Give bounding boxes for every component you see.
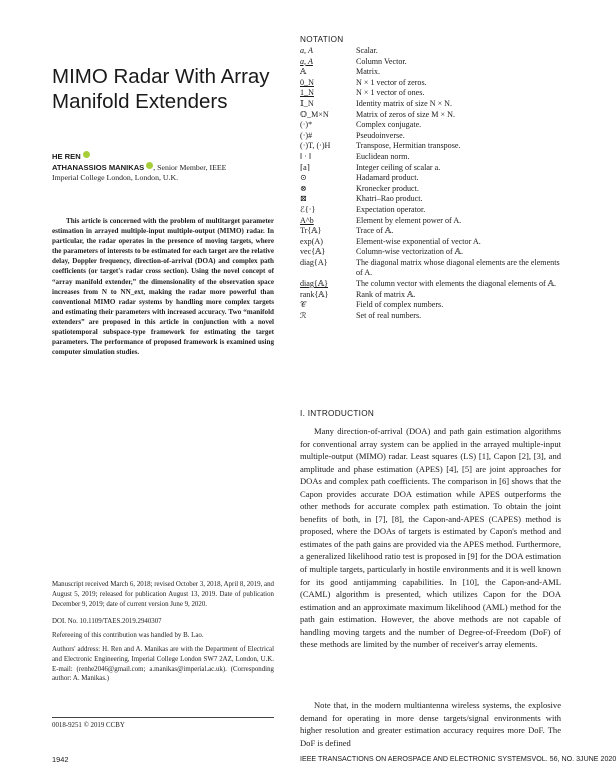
paper-title: MIMO Radar With Array Manifold Extenders (52, 65, 270, 113)
notation-row (300, 216, 560, 227)
notation-symbol: 𝒞 (300, 300, 306, 310)
notation-desc: Integer ceiling of scalar a. (356, 162, 441, 172)
journal-footer (300, 755, 616, 763)
notation-row (300, 184, 560, 195)
notation-symbol: ⌈a⌉ (300, 162, 310, 172)
notation-symbol: ℰ{·} (300, 204, 316, 214)
notation-desc: Element by element power of A. (356, 215, 462, 225)
notation-symbol: ⊠ (300, 194, 307, 204)
abstract: This article is concerned with the problem of multitarget parameter estimation in arrayed multiple-input multiple-output (MIMO) radar. In particular, the radar operates in the presence of moving targets, where the parameters of interests to be estimated for each target are the relative delay, Doppler frequency, direction-of-arrival (DOA) and complex path coefficients (or target's radar cross section). Using the novel concept of “array manifold extender,” the dimensionality of the observation space increases from N to NN_ext, making the radar more powerful than conventional MIMO radar systems by handling more complex targets and estimating their parameters with increased accuracy. Two “manifold extenders” are proposed in this article in conjunction with a novel spatiotemporal subspace-type framework for estimating the target parameters. The performance of proposed framework is examined using computer simulation studies. (52, 217, 274, 357)
notation-symbol: 1_N (300, 88, 314, 98)
orcid-icon[interactable] (83, 151, 90, 158)
notation-symbol: 𝕀_N (300, 98, 314, 108)
footnote-doi[interactable]: DOI. No. 10.1109/TAES.2019.2940307 (52, 618, 162, 625)
notation-heading: NOTATION (300, 35, 344, 44)
notation-desc: Column-wise vectorization of 𝔸. (356, 247, 463, 257)
author-name: HE REN (52, 152, 81, 161)
notation-desc: The column vector with elements the diagonal elements of 𝔸. (356, 279, 557, 289)
author-2 (52, 162, 282, 173)
notation-row (300, 300, 560, 311)
notation-row (300, 258, 560, 279)
notation-symbol: a, A (300, 46, 313, 55)
journal-volume: VOL. 56, NO. 3 (531, 755, 581, 763)
footnote-address: Authors' address: H. Ren and A. Manikas are with the Department of Electrical and Electronic Engineering, Imperial College London SW7 2AZ, London, U.K. E-mail: (renhe2046@gmail.com; a.manikas@imperial.ac.uk). (Corresponding author: A. Manikas.) (52, 646, 274, 683)
intro-paragraph-2: Note that, in the modern multiantenna wireless systems, the explosive demand for operating in more dense targets/signal environments with higher resolution and greater estimation accuracy requires more DoF. The DoF is defined (300, 700, 561, 748)
notation-row (300, 78, 560, 89)
notation-table (300, 46, 560, 321)
notation-symbol: 𝕆_M×N (300, 109, 329, 119)
notation-symbol: a, A (300, 56, 313, 66)
notation-row (300, 67, 560, 78)
footnote-divider (52, 717, 274, 718)
journal-date: JUNE 2020 (580, 755, 616, 763)
notation-desc: Set of real numbers. (356, 310, 422, 320)
notation-row (300, 120, 560, 131)
notation-desc: Identity matrix of size N × N. (356, 98, 453, 108)
author-1 (52, 151, 282, 162)
license-text: 0018-9251 © 2019 CCBY (52, 722, 125, 729)
footnote-received: Manuscript received March 6, 2018; revised October 3, 2018, April 8, 2019, and August 5, 2019; released for publication August 13, 2019. Date of publication December 9, 2019; date of current version June 9, 2020. (52, 581, 274, 608)
notation-symbol: diag{A} (300, 257, 328, 267)
notation-row (300, 131, 560, 142)
notation-desc: Column Vector. (356, 56, 407, 66)
notation-symbol: exp(A) (300, 236, 323, 246)
notation-desc: Trace of 𝔸. (356, 226, 394, 236)
notation-row (300, 247, 560, 258)
notation-symbol: A^b (300, 215, 314, 225)
notation-symbol: ℛ (300, 310, 307, 320)
notation-symbol: (·)# (300, 130, 313, 140)
journal-name: IEEE TRANSACTIONS ON AEROSPACE AND ELECTRONIC SYSTEMS (300, 755, 532, 763)
notation-row (300, 88, 560, 99)
notation-row (300, 46, 560, 57)
notation-symbol: ⊙ (300, 173, 307, 183)
notation-symbol: ‖ · ‖ (300, 151, 312, 161)
notation-symbol: vec{𝔸} (300, 247, 326, 257)
notation-row (300, 237, 560, 248)
notation-row (300, 290, 560, 301)
notation-desc: Matrix of zeros of size M × N. (356, 109, 455, 119)
notation-desc: Matrix. (356, 67, 381, 77)
notation-desc: Rank of matrix 𝔸. (356, 289, 416, 299)
notation-desc: Complex conjugate. (356, 120, 422, 130)
notation-desc: Pseudoinverse. (356, 130, 405, 140)
author-suffix: , Senior Member, IEEE (153, 163, 227, 172)
notation-desc: N × 1 vector of zeros. (356, 77, 427, 87)
notation-row (300, 226, 560, 237)
notation-symbol: 0_N (300, 77, 314, 87)
notation-row (300, 110, 560, 121)
author-block (52, 151, 282, 183)
notation-symbol: (·)T, (·)H (300, 141, 331, 151)
notation-row (300, 173, 560, 184)
intro-paragraph-1: Many direction-of-arrival (DOA) and path gain estimation algorithms for conventional array system can be applied in the arrayed multiple-input multiple-output (MIMO) radar. Least squares (LS) [1], Capon [2], [3], and amplitude and phase estimation (APES) [4], [5] are joint approaches for DOAs and complex path coefficients. The comparison in [6] shows that the Capon provides accurate DOA estimation while APES outperforms the other methods for accurate complex path estimation. To obtain the joint benefits of both, in [7], [8], the Capon-and-APES (CAPES) method is proposed, where the DOAs of targets is estimated by Capon's method and estimates of the path gains are provided via the APES method. Furthermore, a generalized likelihood ratio test is proposed in [9] for the DOA estimation of multiple targets, particularly in hostile environments and it is well known for its good antijamming capabilities. In [10], the Capon-and-AML (CAML) algorithm is presented, which utilizes Capon for the DOA estimation and an approximate maximum likelihood (AML) method for the path gain estimation. However, the above methods are not capable of handling moving targets and the number of Degree-of-Freedom (DoF) of these methods are limited by the number of receiver's array elements. (300, 426, 561, 650)
notation-row (300, 152, 560, 163)
notation-symbol: (·)* (300, 120, 313, 130)
notation-row (300, 141, 560, 152)
footnote-refereeing: Refereeing of this contribution was handled by B. Lao. (52, 632, 204, 639)
notation-row (300, 163, 560, 174)
notation-row (300, 57, 560, 68)
notation-desc: N × 1 vector of ones. (356, 88, 425, 98)
notation-desc: Kronecker product. (356, 183, 419, 193)
notation-desc: The diagonal matrix whose diagonal elements are the elements of A. (356, 257, 560, 278)
notation-desc: Transpose, Hermitian transpose. (356, 141, 461, 151)
notation-desc: Hadamard product. (356, 173, 419, 183)
notation-desc: Khatri–Rao product. (356, 194, 423, 204)
notation-symbol: 𝔸 (300, 67, 307, 77)
notation-symbol: Tr{𝔸} (300, 226, 322, 236)
notation-desc: Expectation operator. (356, 204, 426, 214)
notation-row (300, 194, 560, 205)
notation-row (300, 99, 560, 110)
notation-desc: Field of complex numbers. (356, 300, 444, 310)
affiliation: Imperial College London, London, U.K. (52, 173, 179, 182)
page-number: 1942 (52, 755, 69, 764)
notation-desc: Element-wise exponential of vector A. (356, 236, 481, 246)
notation-desc: Euclidean norm. (356, 151, 410, 161)
notation-desc: Scalar. (356, 46, 378, 55)
notation-symbol: ⊗ (300, 183, 307, 193)
notation-symbol: diag{𝔸} (300, 279, 328, 289)
section-heading: I. INTRODUCTION (300, 409, 375, 418)
notation-row (300, 205, 560, 216)
notation-symbol: rank{𝔸} (300, 289, 329, 299)
author-name: ATHANASSIOS MANIKAS (52, 163, 145, 172)
notation-row (300, 311, 560, 322)
notation-row (300, 279, 560, 290)
